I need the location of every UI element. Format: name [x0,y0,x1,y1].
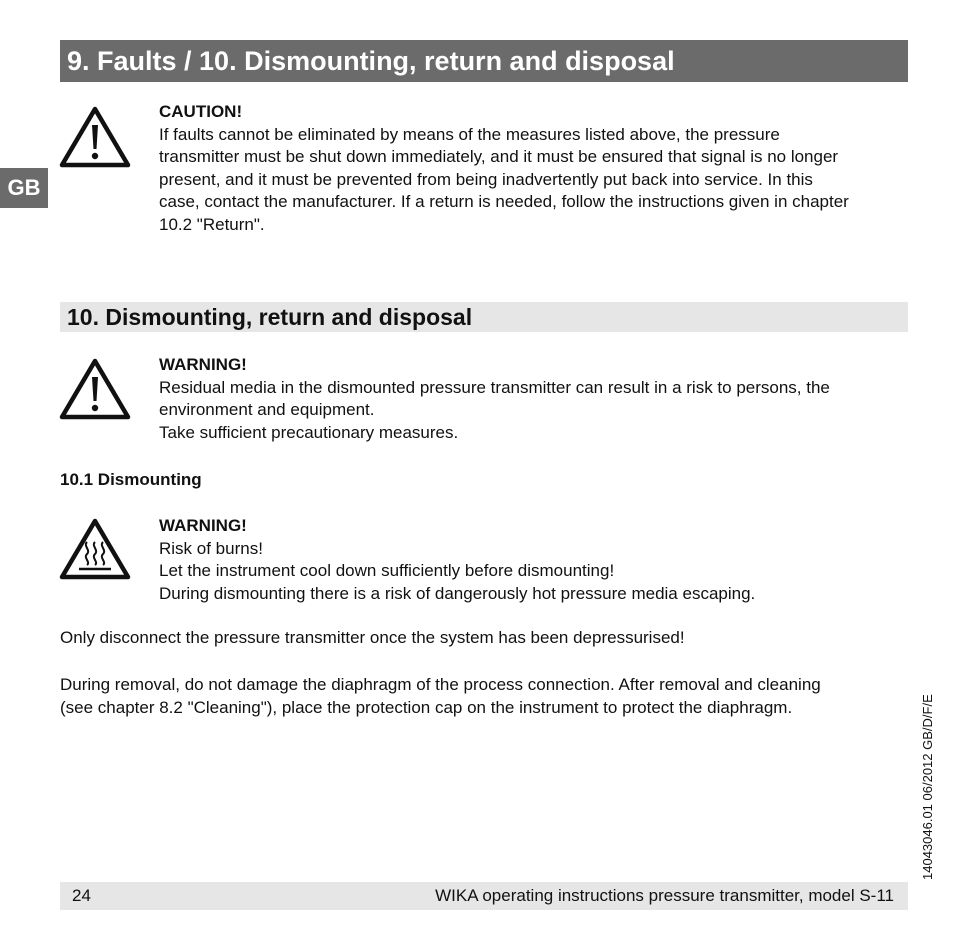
warning-triangle-icon [59,357,131,421]
document-code-text: 14043046.01 06/2012 GB/D/F/E [920,694,935,880]
removal-paragraph [60,674,910,719]
caution-text-line: 10.2 "Return". [159,214,265,234]
warning-label: WARNING! [159,516,247,535]
hot-surface-icon [59,517,131,581]
paragraph-line: During removal, do not damage the diaphragm of the process connection. After removal and cleaning [60,675,821,694]
page-title: 9. Faults / 10. Dismounting, return and disposal [60,40,908,82]
language-tab: GB [0,168,48,208]
warning-text-line: Take sufficient precautionary measures. [159,422,459,442]
warning-text-line: environment and equipment. [159,400,375,419]
caution-text-line: If faults cannot be eliminated by means of the measures listed above, the pressure [159,124,780,144]
caution-text-line: transmitter must be shut down immediately, and it must be ensured that signal is no longer [159,147,839,166]
section-heading: 10. Dismounting, return and disposal [60,302,908,332]
warning-text-line: Let the instrument cool down sufficiently before dismounting! [159,561,615,580]
warning-text-line: Residual media in the dismounted pressure transmitter can result in a risk to persons, the [159,377,830,397]
footer [60,882,908,910]
page-number: 24 [72,886,91,905]
warning-text-line: During dismounting there is a risk of dangerously hot pressure media escaping. [159,583,756,603]
footer-title: WIKA operating instructions pressure transmitter, model S-11 [435,886,894,905]
paragraph-line: (see chapter 8.2 "Cleaning"), place the protection cap on the instrument to protect the diaphragm. [60,697,793,717]
warning-triangle-icon [59,105,131,169]
caution-label: CAUTION! [159,102,243,121]
subsection-heading: 10.1 Dismounting [60,470,202,489]
caution-block [159,101,909,236]
warning-block-burns [159,515,909,605]
warning-label: WARNING! [159,355,247,374]
caution-text-line: case, contact the manufacturer. If a return is needed, follow the instructions given in chapter [159,192,849,211]
warning-block-residual-media [159,354,909,444]
caution-text-line: present, and it must be prevented from being inadvertently put back into service. In this [159,169,813,189]
warning-text-line: Risk of burns! [159,538,263,558]
depressurise-paragraph: Only disconnect the pressure transmitter once the system has been depressurised! [60,628,685,647]
